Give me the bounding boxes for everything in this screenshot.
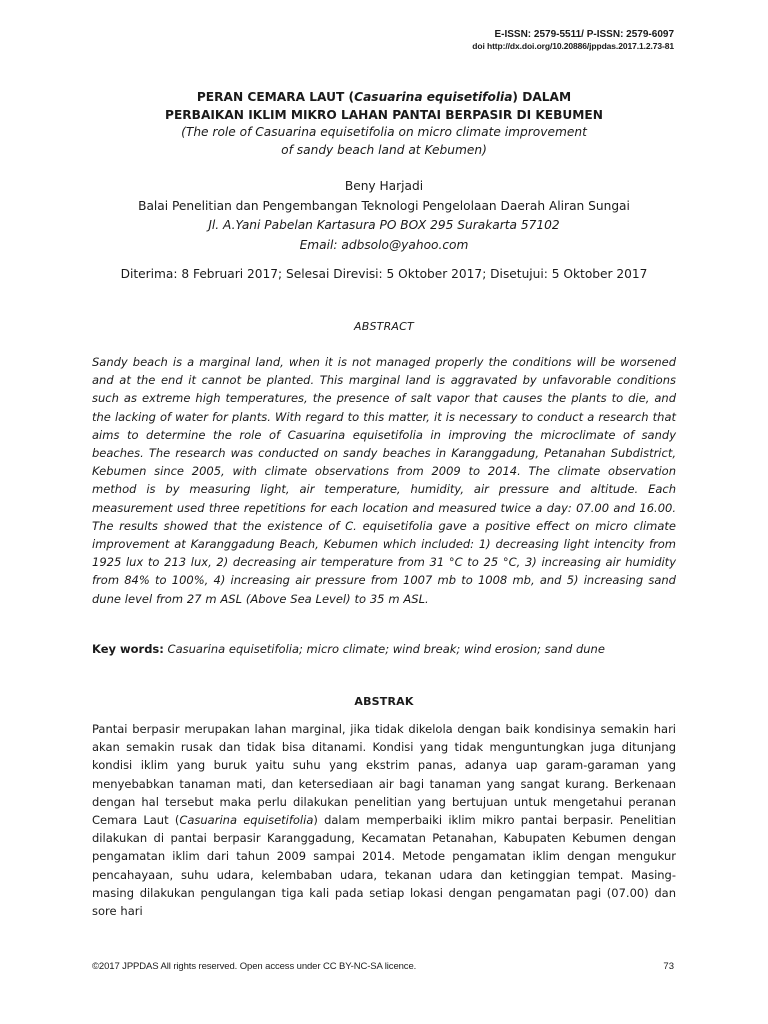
abstract-heading: ABSTRACT <box>354 320 414 333</box>
author-block <box>92 177 676 255</box>
author-address: Jl. A.Yani Pabelan Kartasura PO BOX 295 Surakarta 57102 <box>208 218 560 232</box>
submission-dates: Diterima: 8 Februari 2017; Selesai Direvisi: 5 Oktober 2017; Disetujui: 5 Oktober 2017 <box>120 267 648 281</box>
abstract-body: Sandy beach is a marginal land, when it is not managed properly the conditions will be worsened and at the end it cannot be planted. This marginal land is aggravated by unfavorable conditions such as extreme high temperatures, the presence of salt vapor that causes the plants to die, and the lacking of water for plants. With regard to this matter, it is necessary to conduct a research that aims to determine the role of Casuarina equisetifolia in improving the microclimate of sandy beaches. The research was conducted on sandy beaches in Karanggadung, Petanahan Subdistrict, Kebumen since 2005, with climate observations from 2009 to 2014. The climate observation method is by measuring light, air temperature, humidity, air pressure and altitude. Each measurement used three repetitions for each location and measured twice a day: 07.00 and 16.00. The results showed that the existence of C. equisetifolia gave a positive effect on micro climate improvement at Karanggadung Beach, Kebumen which included: 1) decreasing light intencity from 1925 lux to 213 lux, 2) decreasing air temperature from 31 °C to 25 °C, 3) increasing air humidity from 84% to 100%, 4) increasing air pressure from 1007 mb to 1008 mb, and 5) increasing sand dune level from 27 m ASL (Above Sea Level) to 35 m ASL. <box>92 355 676 606</box>
title-line-2: PERBAIKAN IKLIM MIKRO LAHAN PANTAI BERPASIR DI KEBUMEN <box>165 107 603 122</box>
license-footer: ©2017 JPPDAS All rights reserved. Open access under CC BY-NC-SA licence. <box>92 961 417 972</box>
page-number: 73 <box>663 961 674 972</box>
abstrak-species: Casuarina equisetifolia <box>179 813 314 828</box>
title-line-1: PERAN CEMARA LAUT (Casuarina equisetifolia) DALAM <box>196 90 572 104</box>
abstrak-heading: ABSTRAK <box>354 695 414 708</box>
issn-line: E-ISSN: 2579-5511/ P-ISSN: 2579-6097 <box>494 29 674 40</box>
keywords-label: Key words: <box>92 642 164 656</box>
paper-title <box>92 89 676 159</box>
abstrak-body: Pantai berpasir merupakan lahan marginal, jika tidak dikelola dengan baik kondisinya semakin hari akan semakin rusak dan tidak bisa ditanami. Kondisi yang tidak menguntungkan juga ditunjang kondisi iklim yang buruk yaitu suhu yang ekstrim panas, adanya uap garam-garaman yang menyebabkan tanaman mati, dan ketersediaan air bagi tanaman yang sangat kurang. Berkenaan dengan hal tersebut maka perlu dilakukan penelitian yang bertujuan untuk mengetahui peranan Cemara Laut (Casuarina equisetifolia) dalam memperbaiki iklim mikro pantai berpasir. Penelitian dilakukan di pantai berpasir Karanggadung, Kecamatan Petanahan, Kabupaten Kebumen dengan pengamatan iklim dari tahun 2009 sampai 2014. Metode pengamatan iklim dengan mengukur pencahayaan, suhu udara, kelembaban udara, tekanan udara dan ketinggian tempat. Masing-masing dilakukan pengulangan tiga kali pada setiap lokasi dengan pengamatan pagi (07.00) dan sore hari <box>92 722 676 919</box>
keywords-value: Casuarina equisetifolia; micro climate; wind break; wind erosion; sand dune <box>167 642 605 656</box>
english-title-line-2: of sandy beach land at Kebumen) <box>281 142 487 157</box>
author-institution: Balai Penelitian dan Pengembangan Teknologi Pengelolaan Daerah Aliran Sungai <box>138 198 630 213</box>
title-species: Casuarina equisetifolia <box>354 90 513 104</box>
doi-link[interactable]: doi http://dx.doi.org/10.20886/jppdas.2017.1.2.73-81 <box>472 41 674 51</box>
author-email[interactable]: Email: adbsolo@yahoo.com <box>299 237 469 252</box>
author-name: Beny Harjadi <box>344 179 424 193</box>
keywords <box>92 640 676 658</box>
english-title-line-1: (The role of Casuarina equisetifolia on micro climate improvement <box>181 125 587 139</box>
